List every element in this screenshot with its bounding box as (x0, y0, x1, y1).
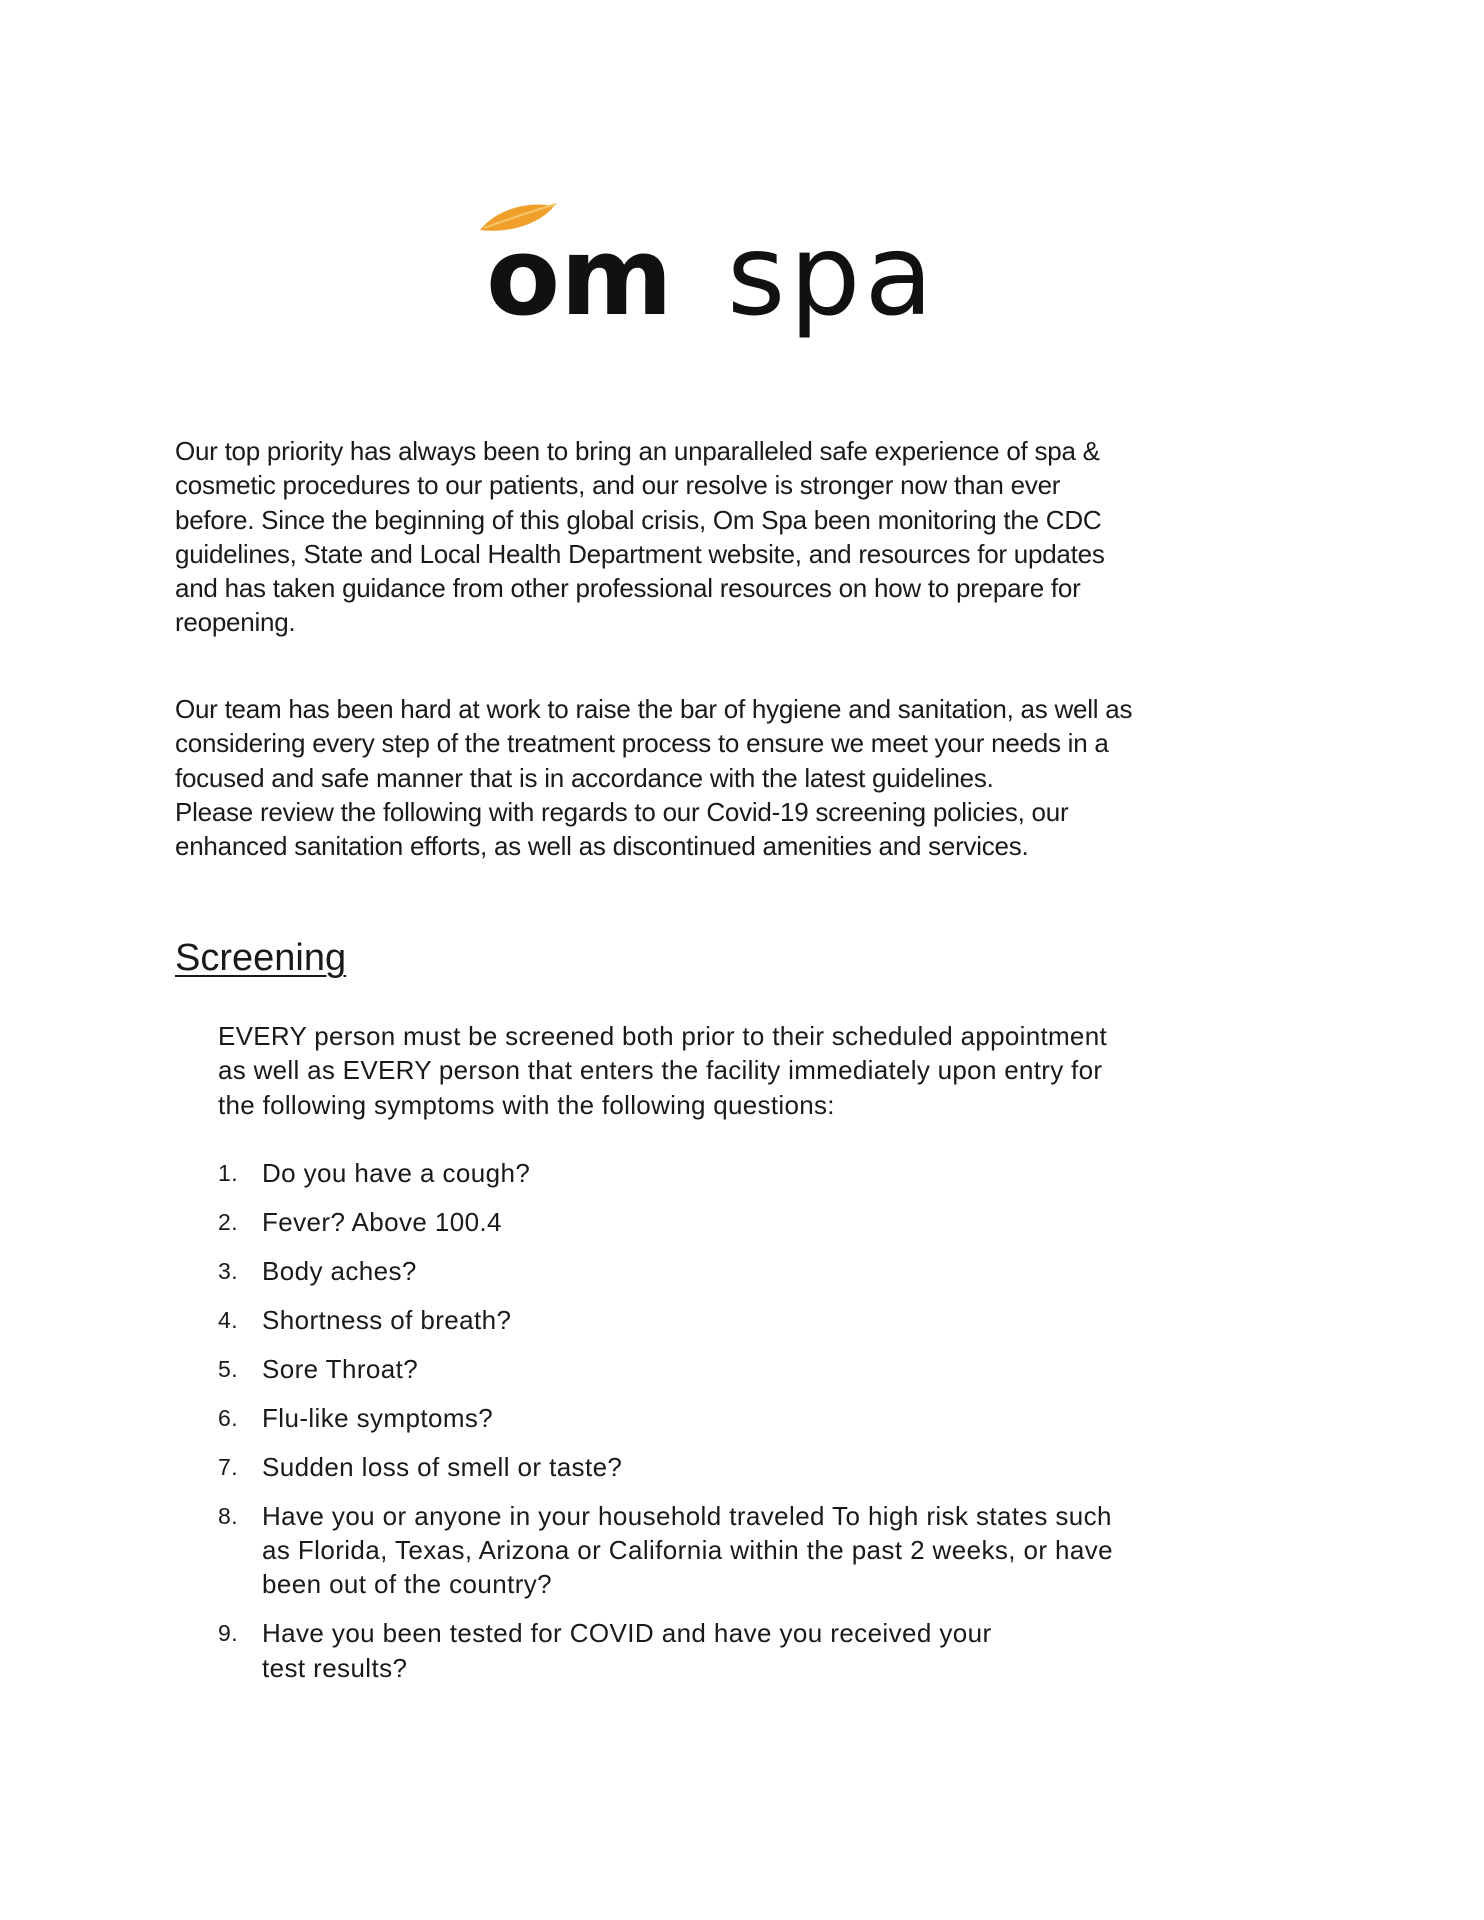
text-line: Our top priority has always been to bring an unparalleled safe experience of spa & (175, 436, 1100, 466)
question-number: 8. (218, 1502, 238, 1529)
question-text: Have you or anyone in your household traveled To high risk states such (262, 1500, 1112, 1531)
question-item (218, 1450, 1318, 1484)
logo-text-spa: spa (727, 211, 938, 341)
text-line: Please review the following with regards to our Covid-19 screening policies, our (175, 796, 1069, 827)
question-text: Sudden loss of smell or taste? (262, 1451, 623, 1482)
logo-text-om: om (486, 215, 673, 340)
question-number: 7. (218, 1453, 238, 1480)
screening-questions-list (218, 1156, 1318, 1700)
question-item (218, 1352, 1318, 1386)
question-text: Have you been tested for COVID and have you received your (262, 1618, 992, 1649)
question-text: test results? (262, 1652, 408, 1683)
question-item (218, 1254, 1318, 1288)
text-line: and has taken guidance from other professional resources on how to prepare for (175, 573, 1081, 604)
question-text: been out of the country? (262, 1569, 553, 1600)
text-line: the following symptoms with the following questions: (218, 1089, 835, 1120)
text-line: as well as EVERY person that enters the facility immediately upon entry for (218, 1055, 1103, 1086)
question-number: 2. (218, 1208, 238, 1235)
question-number: 3. (218, 1257, 238, 1284)
question-item (218, 1303, 1318, 1337)
question-text: Flu-like symptoms? (262, 1402, 494, 1433)
screening-heading: Screening (175, 937, 347, 979)
text-line: before. Since the beginning of this global crisis, Om Spa been monitoring the CDC (175, 504, 1102, 535)
question-item (218, 1616, 1318, 1685)
question-item (218, 1401, 1318, 1435)
om-spa-logo (472, 186, 1002, 351)
question-number: 4. (218, 1306, 238, 1333)
question-item (218, 1499, 1318, 1602)
question-text: Sore Throat? (262, 1353, 419, 1384)
question-text: Shortness of breath? (262, 1304, 512, 1335)
text-line: enhanced sanitation efforts, as well as discontinued amenities and services. (175, 831, 1029, 862)
question-text: Do you have a cough? (262, 1158, 531, 1188)
question-text: Fever? Above 100.4 (262, 1206, 502, 1237)
text-line: EVERY person must be screened both prior to their scheduled appointment (218, 1021, 1107, 1051)
text-line: cosmetic procedures to our patients, and our resolve is stronger now than ever (175, 470, 1061, 501)
question-item (218, 1156, 1318, 1190)
question-number: 9. (218, 1620, 238, 1647)
intro-paragraph-2 (175, 692, 1325, 863)
question-text: as Florida, Texas, Arizona or California within the past 2 weeks, or have (262, 1535, 1114, 1566)
text-line: Our team has been hard at work to raise the bar of hygiene and sanitation, as well as (175, 694, 1133, 724)
text-line: considering every step of the treatment process to ensure we meet your needs in a (175, 728, 1109, 759)
question-item (218, 1205, 1318, 1239)
question-number: 1. (218, 1160, 238, 1186)
text-line: guidelines, State and Local Health Department website, and resources for updates (175, 538, 1105, 569)
question-number: 6. (218, 1404, 238, 1431)
text-line: reopening. (175, 607, 296, 638)
intro-paragraph-1 (175, 434, 1325, 640)
question-text: Body aches? (262, 1255, 417, 1286)
screening-intro (218, 1019, 1318, 1122)
question-number: 5. (218, 1355, 238, 1382)
text-line: focused and safe manner that is in accordance with the latest guidelines. (175, 762, 994, 793)
